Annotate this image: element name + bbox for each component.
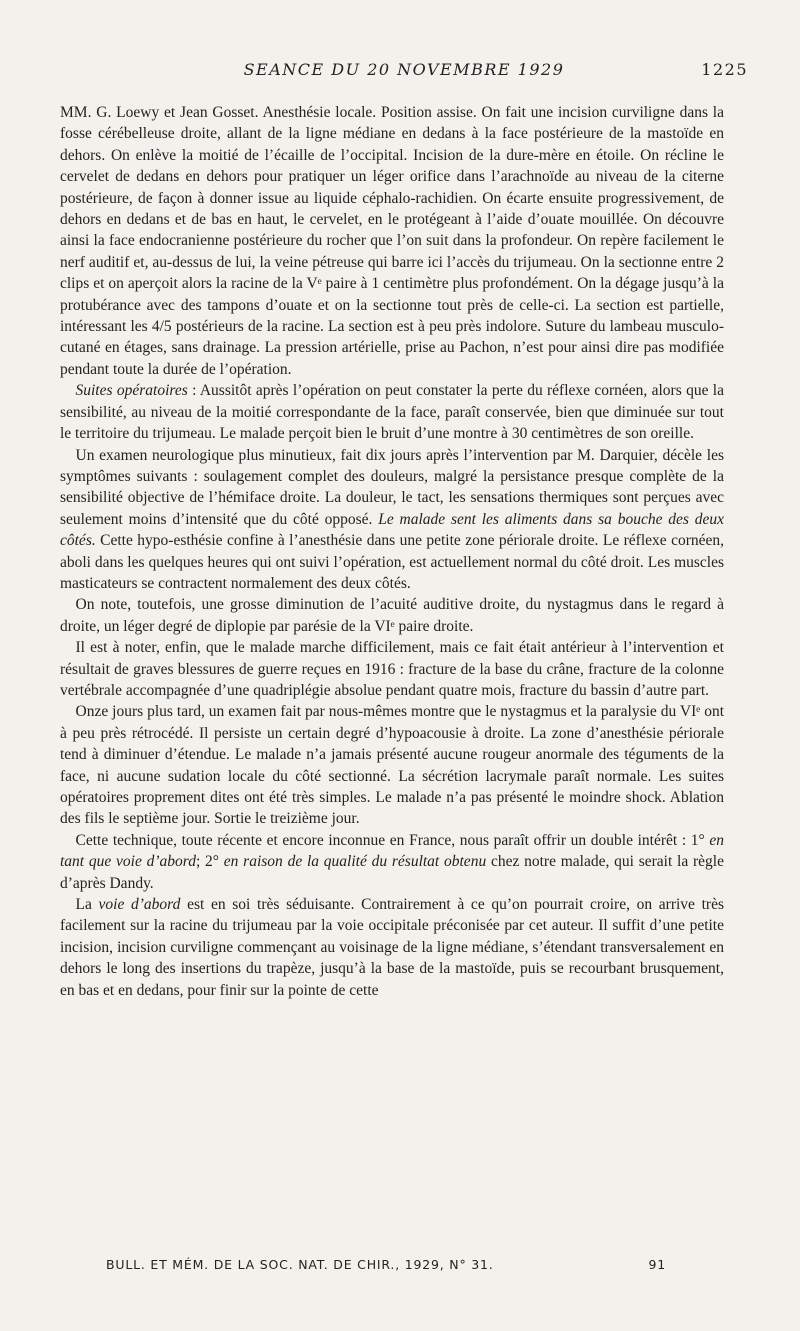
interest-i1: en tant que voie d’abord (60, 831, 724, 871)
page-header (60, 60, 748, 84)
paragraph-war-injuries (60, 637, 724, 701)
body-text (60, 102, 724, 1001)
interest-tail: chez notre malade, qui serait la règle d’après Dandy. (60, 853, 724, 892)
voie-lead: La (75, 896, 99, 914)
paragraph-neuro-exam (60, 445, 724, 595)
sheet-number: 91 (648, 1257, 666, 1272)
neuro-exam-tail: Cette hypo-esthésie confine à l’anesthésie dans une petite zone périorale droite. Le réflexe cornéen, aboli dans les quelques heures qui ont suivi l’opération, est actuellement normal du côté droit. Les muscles masticateurs se contractent normalement des deux côtés. (60, 532, 724, 592)
journal-citation: BULL. ET MÉM. DE LA SOC. NAT. DE CHIR., 1929, N° 31. (106, 1257, 494, 1272)
note-text: On note, toutefois, une grosse diminution de l’acuité auditive droite, du nystagmus dans le regard à droite, un léger degré de diplopie par parésie de la VIᵉ paire droite. (60, 596, 724, 635)
page-number: 1225 (701, 60, 748, 79)
interest-i2: en raison de la qualité du résultat obtenu (223, 853, 487, 871)
voie-rest: est en soi très séduisante. Contrairement à ce qu’on pourrait croire, on arrive très facilement sur la racine du trijumeau par la voie occipitale préconisée par cet auteur. Il suffit d’une petite incision, incision curviligne commençant au voisinage de la ligne médiane, s’étendant transversalement en dehors le long des insertions du trapèze, jusqu’à la base de la mastoïde, puis se recourbant brusquement, en bas et en dedans, pour finir sur la pointe de cette (60, 896, 724, 999)
interest-lead: Cette technique, toute récente et encore inconnue en France, nous paraît offrir un double intérêt : (75, 831, 687, 849)
suites-text: : Aussitôt après l’opération on peut constater la perte du réflexe cornéen, alors que la sensibilité, au niveau de la moitié correspondante de la face, paraît conservée, bien que diminuée sur tout le territoire du trijumeau. Le malade perçoit bien le bruit d’une montre à 30 centimètres de son oreille. (60, 382, 724, 443)
neuro-exam-italic: Le malade sent les aliments dans sa bouche des deux côtés. (60, 510, 724, 550)
paragraph-eleven-days (60, 701, 724, 829)
interest-n1: 1° (686, 831, 710, 849)
eleven-days-text: Onze jours plus tard, un examen fait par nous-mêmes montre que le nystagmus et la paralysie du VIᵉ ont à peu près rétrocédé. Il persiste un certain degré d’hypoacousie à droite. La zone d’anesthésie périorale tend à diminuer d’étendue. Le malade n’a jamais présenté aucune rougeur anormale des téguments de la face, ni aucune sudation locale du côté sectionné. La sécrétion lacrymale paraît normale. Les suites opératoires proprement dites ont été très simples. Le malade n’a pas présenté le moindre shock. Ablation des fils le septième jour. Sortie le treizième jour. (60, 703, 724, 828)
voie-italic: voie d’abord (98, 896, 181, 914)
paragraph-suites (60, 380, 724, 444)
paragraph-voie-abord (60, 894, 724, 1001)
paragraph-operation: MM. G. Loewy et Jean Gosset. Anesthésie locale. Position assise. On fait une incision curviligne dans la fosse cérébelleuse droite, allant de la ligne médiane en dedans à la face postérieure de la mastoïde en dehors. On enlève la moitié de l’écaille de l’occipital. Incision de la dure-mère en étoile. On récline le cervelet de dedans en dehors pour pratiquer un léger orifice dans l’arachnoïde au niveau de la citerne postérieure, de façon à donner issue au liquide céphalo-rachidien. On écarte ensuite progressivement, de dehors en dedans et de bas en haut, le cervelet, en le protégeant à l’aide d’ouate mouillée. On découvre ainsi la face endocranienne postérieure du rocher que l’on suit dans la profondeur. On repère facilement le nerf auditif et, au-dessus de lui, la veine pétreuse qui barre ici l’accès du trijumeau. On la sectionne entre 2 clips et on aperçoit alors la racine de la Vᵉ paire à 1 centimètre plus profondément. On la dégage jusqu’à la protubérance avec des tampons d’ouate et on la sectionne tout près de celle-ci. La section est partielle, intéressant les 4/5 postérieurs de la racine. La section est à peu près indolore. Suture du lambeau musculo-cutané en étages, sans drainage. La pression artérielle, prise au Pachon, n’est pour ainsi dire pas modifiée pendant toute la durée de l’opération. (60, 104, 724, 378)
running-title: SEANCE DU 20 NOVEMBRE 1929 (243, 60, 565, 79)
paragraph-interest (60, 830, 724, 894)
neuro-exam-text: Un examen neurologique plus minutieux, fait dix jours après l’intervention par M. Darquier, décèle les symptômes suivants : soulagement complet des douleurs, malgré la persistance presque complète de la sensibilité objective de l’hémiface droite. La douleur, le tact, les sensations thermiques sont perçues avec seulement moins d’intensité que du côté opposé. (60, 446, 724, 528)
war-injuries-text: Il est à noter, enfin, que le malade marche difficilement, mais ce fait était antérieur à l’intervention et résultait de graves blessures de guerre reçues en 1916 : fracture de la base du crâne, fracture de la colonne vertébrale accompagnée d’une quadriplégie absolue pendant quatre mois, fracture du bassin d’autre part. (60, 639, 724, 699)
paragraph-note (60, 594, 724, 637)
interest-n2: ; 2° (195, 853, 224, 871)
suites-label: Suites opératoires (75, 382, 188, 400)
